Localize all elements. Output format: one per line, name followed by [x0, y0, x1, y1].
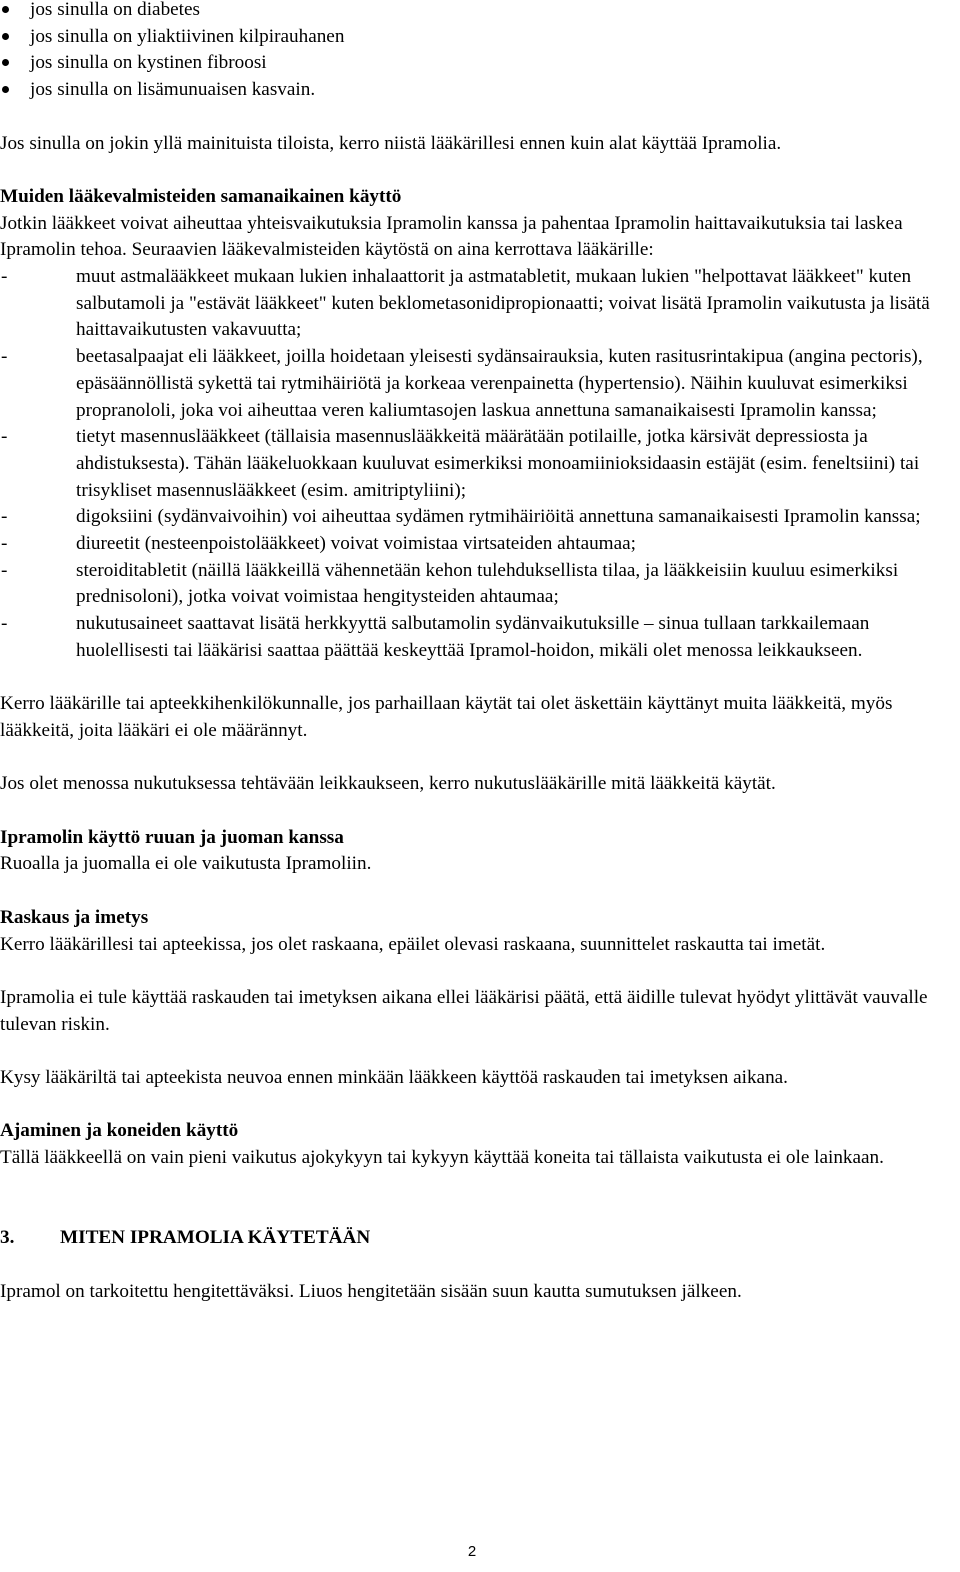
- driving-text: Tällä lääkkeellä on vain pieni vaikutus ajokykyyn tai kykyyn käyttää koneita tai tällaista vaikutusta ei ole lainkaan.: [0, 1147, 884, 1169]
- food-text: Ruoalla ja juomalla ei ole vaikutusta Ipramoliin.: [0, 853, 372, 875]
- section-3-text: Ipramol on tarkoitettu hengitettäväksi. Liuos hengitetään sisään suun kautta sumutuksen jälkeen.: [0, 1280, 742, 1302]
- list-item-text: muut astmalääkkeet mukaan lukien inhalaattorit ja astmatabletit, mukaan lukien "helpottavat lääkkeet" kuten salbutamoli ja "estävät lääkkeet" kuten beklometasonidipropionaatti; voivat lisätä Ipramolin vaikutusta ja lisätä haittavaikutusten vakavuutta;: [76, 266, 930, 341]
- dash-marker: -: [1, 266, 8, 287]
- list-item: [0, 264, 960, 344]
- list-item-text: nukutusaineet saattavat lisätä herkkyyttä salbutamolin sydänvaikutuksille – sinua tullaan tarkkailemaan huolellisesti tai lääkärisi saattaa päättää keskeyttää Ipramol-hoidon, mikäli olet menossa leikkaukseen.: [76, 613, 870, 661]
- list-item: jos sinulla on diabetes: [0, 0, 960, 24]
- interactions-list: [0, 264, 960, 665]
- list-item: [0, 344, 960, 424]
- interactions-heading: Muiden lääkevalmisteiden samanaikainen käyttö: [0, 185, 402, 207]
- list-item-text: diureetit (nesteenpoistolääkkeet) voivat voimistaa virtsateiden ahtaumaa;: [76, 533, 636, 555]
- interactions-note-1: Kerro lääkärille tai apteekkihenkilökunnalle, jos parhaillaan käytät tai olet äskettäin käyttänyt muita lääkkeitä, myös lääkkeitä, joita lääkäri ei ole määrännyt.: [0, 693, 893, 741]
- driving-heading: Ajaminen ja koneiden käyttö: [0, 1120, 239, 1142]
- dash-marker: -: [1, 426, 8, 448]
- interactions-note-2: Jos olet menossa nukutuksessa tehtävään leikkaukseen, kerro nukutuslääkärille mitä lääkkeitä käytät.: [0, 773, 776, 795]
- list-item: [0, 424, 960, 504]
- list-item-text: beetasalpaajat eli lääkkeet, joilla hoidetaan yleisesti sydänsairauksia, kuten rasitusrintakipua (angina pectoris), epäsäännöllistä sykettä tai rytmihäiriötä ja korkeaa verenpainetta (hypertensio). Näihin kuuluvat esimerkiksi propranololi, joka voi aiheuttaa veren kaliumtasojen laskua annettuna samanaikaisesti Ipramolin kanssa;: [76, 346, 923, 421]
- conditions-list: [0, 0, 960, 104]
- dash-marker: -: [1, 506, 8, 528]
- list-item-text: digoksiini (sydänvaivoihin) voi aiheuttaa sydämen rytmihäiriöitä annettuna samanaikaisesti Ipramolin kanssa;: [76, 506, 921, 528]
- list-item: [0, 504, 960, 531]
- list-item: jos sinulla on lisämunuaisen kasvain.: [0, 77, 960, 104]
- list-item-text: tietyt masennuslääkkeet (tällaisia masennuslääkkeitä määrätään potilaille, jotka kärsivät depressiosta ja ahdistuksesta). Tähän lääkeluokkaan kuuluvat esimerkiksi monoamiinioksidaasin estäjät (esim. feneltsiini) tai trisykliset masennuslääkkeet (esim. amitriptyliini);: [76, 426, 920, 501]
- pregnancy-heading: Raskaus ja imetys: [0, 906, 149, 928]
- pregnancy-text-1: Kerro lääkärillesi tai apteekissa, jos olet raskaana, epäilet olevasi raskaana, suunnittelet raskautta tai imetät.: [0, 933, 826, 955]
- list-item-text: steroiditabletit (näillä lääkkeillä vähennetään kehon tulehduksellista tilaa, ja lääkkeisiin kuuluu esimerkiksi prednisoloni), jotka voivat voimistaa hengitysteiden ahtaumaa;: [76, 559, 899, 608]
- conditions-note: Jos sinulla on jokin yllä mainituista tiloista, kerro niistä lääkärillesi ennen kuin alat käyttää Ipramolia.: [0, 132, 782, 154]
- list-item: jos sinulla on yliaktiivinen kilpirauhanen: [0, 24, 960, 51]
- section-number: 3.: [0, 1227, 15, 1249]
- dash-marker: -: [1, 613, 8, 635]
- dash-marker: -: [1, 559, 8, 581]
- dash-marker: -: [1, 346, 8, 368]
- list-item: [0, 611, 960, 664]
- section-3-heading: [0, 1225, 960, 1252]
- dash-marker: -: [1, 533, 8, 555]
- food-heading: Ipramolin käyttö ruuan ja juoman kanssa: [0, 826, 344, 848]
- interactions-intro: Jotkin lääkkeet voivat aiheuttaa yhteisvaikutuksia Ipramolin kanssa ja pahentaa Ipramolin haittavaikutuksia tai laskea Ipramolin tehoa. Seuraavien lääkevalmisteiden käytöstä on aina kerrottava lääkärille:: [0, 212, 903, 261]
- section-title: MITEN IPRAMOLIA KÄYTETÄÄN: [60, 1227, 371, 1249]
- list-item: jos sinulla on kystinen fibroosi: [0, 50, 960, 77]
- list-item: [0, 531, 960, 558]
- pregnancy-text-3: Kysy lääkäriltä tai apteekista neuvoa ennen minkään lääkkeen käyttöä raskauden tai imetyksen aikana.: [0, 1067, 788, 1088]
- list-item: [0, 558, 960, 611]
- page-number: 2: [467, 1543, 477, 1560]
- pregnancy-text-2: Ipramolia ei tule käyttää raskauden tai imetyksen aikana ellei lääkärisi päätä, että äidille tulevat hyödyt ylittävät vauvalle tulevan riskin.: [0, 986, 928, 1035]
